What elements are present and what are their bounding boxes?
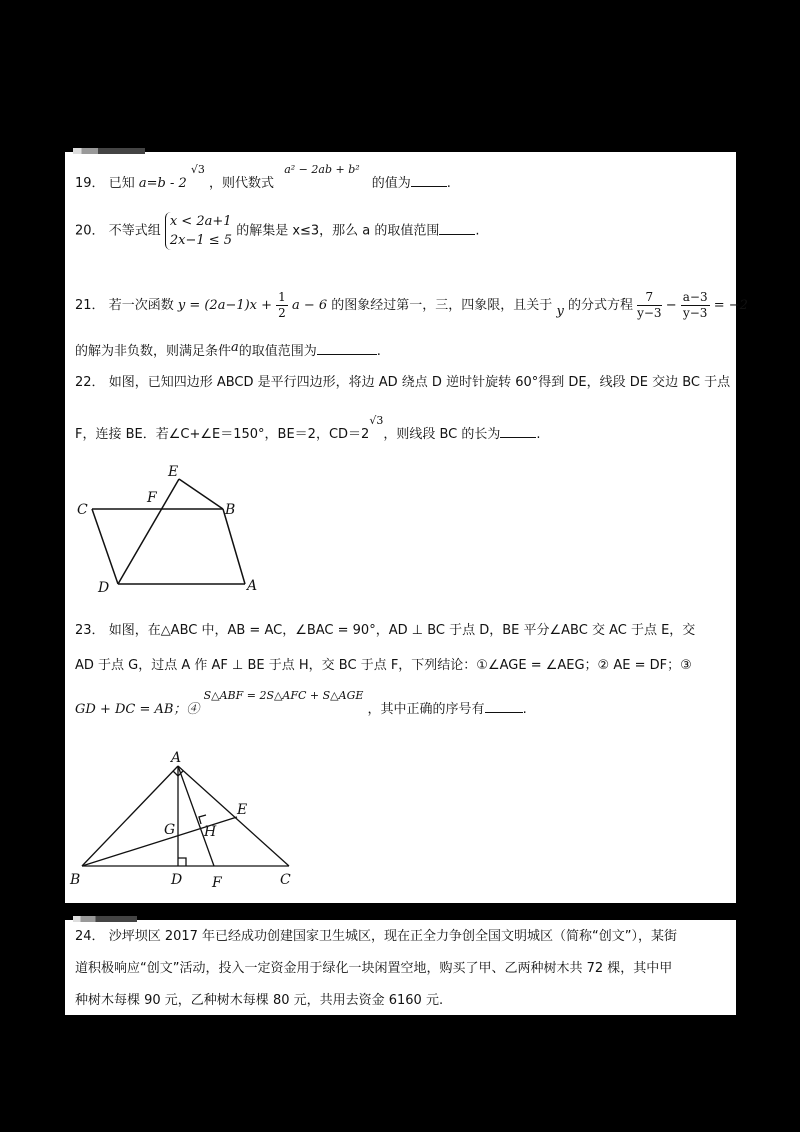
minus-sign: − (665, 298, 677, 313)
page-section-questions-19-23 (65, 152, 748, 903)
label-E: E (168, 464, 179, 480)
q19-text-mid: ，则代数式 (209, 176, 275, 191)
question-22 (75, 374, 730, 392)
q23-line3-text: GD + DC = AB；④ (75, 702, 200, 717)
label-B: B (225, 502, 236, 518)
answer-blank[interactable] (439, 222, 475, 235)
q19-text-after: 的值为 (371, 176, 411, 191)
denominator: 2 (278, 306, 286, 320)
triangle-figure (67, 744, 307, 894)
question-22-line2 (75, 414, 541, 444)
q21-line2-text: 的解为非负数，则满足条件 (75, 344, 232, 359)
q23-line1: 如图，在△ABC 中，AB = AC，∠BAC = 90°，AD ⊥ BC 于点 D，BE 平分∠ABC 交 AC 于点 E，交 (108, 623, 696, 638)
question-number: 22． (75, 375, 105, 390)
rhs: = −2 (713, 298, 748, 313)
q23-line3-after: ，其中正确的序号有 (367, 702, 485, 717)
question-19 (75, 163, 451, 193)
q24-line3: 种树木每棵 90 元，乙种树木每棵 80 元，共用去资金 6160 元. (75, 993, 444, 1008)
question-number: 21． (75, 298, 105, 313)
fraction-2 (681, 290, 710, 321)
answer-blank[interactable] (411, 174, 447, 187)
question-21 (75, 290, 748, 321)
q20-text: 不等式组 (108, 223, 161, 239)
question-20 (75, 212, 480, 250)
question-24-line3 (75, 992, 443, 1010)
inequality-2: 2x−1 ≤ 5 (169, 233, 233, 248)
q23-area-formula: S△ABF = 2S△AFC + S△AGE (203, 689, 364, 702)
q20-text-after: 的解集是 x≤3，那么 a 的取值范围 (236, 223, 440, 239)
period: . (536, 427, 541, 442)
question-number: 23． (75, 623, 105, 638)
q21-text-mid: 的图象经过第一，三，四象限，且关于 (331, 298, 553, 313)
var-a: a (231, 340, 239, 355)
q19-given: a=b - 2 (138, 176, 187, 191)
scan-artifact (73, 148, 145, 154)
label-F: F (147, 490, 157, 506)
numerator: a−3 (682, 290, 708, 304)
denominator: y−3 (682, 306, 708, 320)
question-24 (75, 928, 677, 946)
question-number: 19． (75, 176, 105, 191)
period: . (376, 344, 381, 359)
label-F: F (212, 875, 222, 891)
q19-sqrt: √3 (190, 163, 205, 176)
answer-blank[interactable] (317, 342, 377, 355)
q22-sqrt: √3 (369, 414, 384, 427)
period: . (475, 223, 480, 239)
question-number: 20． (75, 223, 105, 239)
label-E: E (237, 802, 248, 818)
label-C: C (77, 502, 88, 518)
label-D: D (171, 872, 183, 888)
inequality-1: x < 2a+1 (169, 214, 232, 229)
fraction-half (276, 290, 288, 321)
q22-line2-text: F，连接 BE．若∠C+∠E＝150°，BE＝2，CD＝2 (75, 427, 370, 442)
label-B: B (70, 872, 81, 888)
period: . (446, 176, 451, 191)
question-number: 24． (75, 929, 105, 944)
numerator: 1 (278, 290, 286, 304)
question-24-line2 (75, 960, 672, 978)
question-23 (75, 622, 695, 640)
q21-function: y = (2a−1)x + (177, 298, 273, 313)
label-H: H (204, 824, 217, 840)
q24-line2: 道积极响应“创文”活动，投入一定资金用于绿化一块闲置空地，购买了甲、乙两种树木共 72 棵，其中甲 (75, 961, 673, 976)
question-21-line2 (75, 342, 381, 361)
q19-text: 已知 (108, 176, 135, 191)
label-G: G (164, 822, 176, 838)
q21-text: 若一次函数 (108, 298, 174, 313)
label-A: A (171, 750, 182, 766)
period: . (522, 702, 527, 717)
q21-function-tail: a − 6 (291, 298, 328, 313)
fraction-1 (637, 290, 661, 321)
q21-text-mid2: 的分式方程 (567, 298, 633, 313)
q24-line1: 沙坪坝区 2017 年已经成功创建国家卫生城区，现在正全力争创全国文明城区（简称“创文”），某街 (108, 929, 678, 944)
answer-blank[interactable] (485, 700, 523, 713)
numerator: 7 (637, 290, 661, 306)
parallelogram-figure (75, 462, 275, 597)
scan-artifact (73, 916, 137, 922)
answer-blank[interactable] (500, 425, 536, 438)
q23-line2: AD 于点 G，过点 A 作 AF ⊥ BE 于点 H，交 BC 于点 F，下列结论：①∠AGE = ∠AEG；② AE = DF；③ (75, 658, 692, 673)
label-D: D (98, 580, 110, 596)
q22-line1: 如图，已知四边形 ABCD 是平行四边形，将边 AD 绕点 D 逆时针旋转 60°得到 DE，线段 DE 交边 BC 于点 (108, 375, 731, 390)
question-23-line2 (75, 657, 692, 675)
inequality-system (165, 212, 232, 250)
q21-line2-after: 的取值范围为 (238, 344, 317, 359)
q22-line2-after: ，则线段 BC 的长为 (383, 427, 501, 442)
label-A: A (247, 578, 258, 594)
page-section-question-24 (65, 920, 736, 1015)
var-y: y (556, 304, 564, 319)
denominator: y−3 (637, 306, 662, 320)
q19-expression: a² − 2ab + b² (284, 163, 360, 176)
label-C: C (280, 872, 291, 888)
